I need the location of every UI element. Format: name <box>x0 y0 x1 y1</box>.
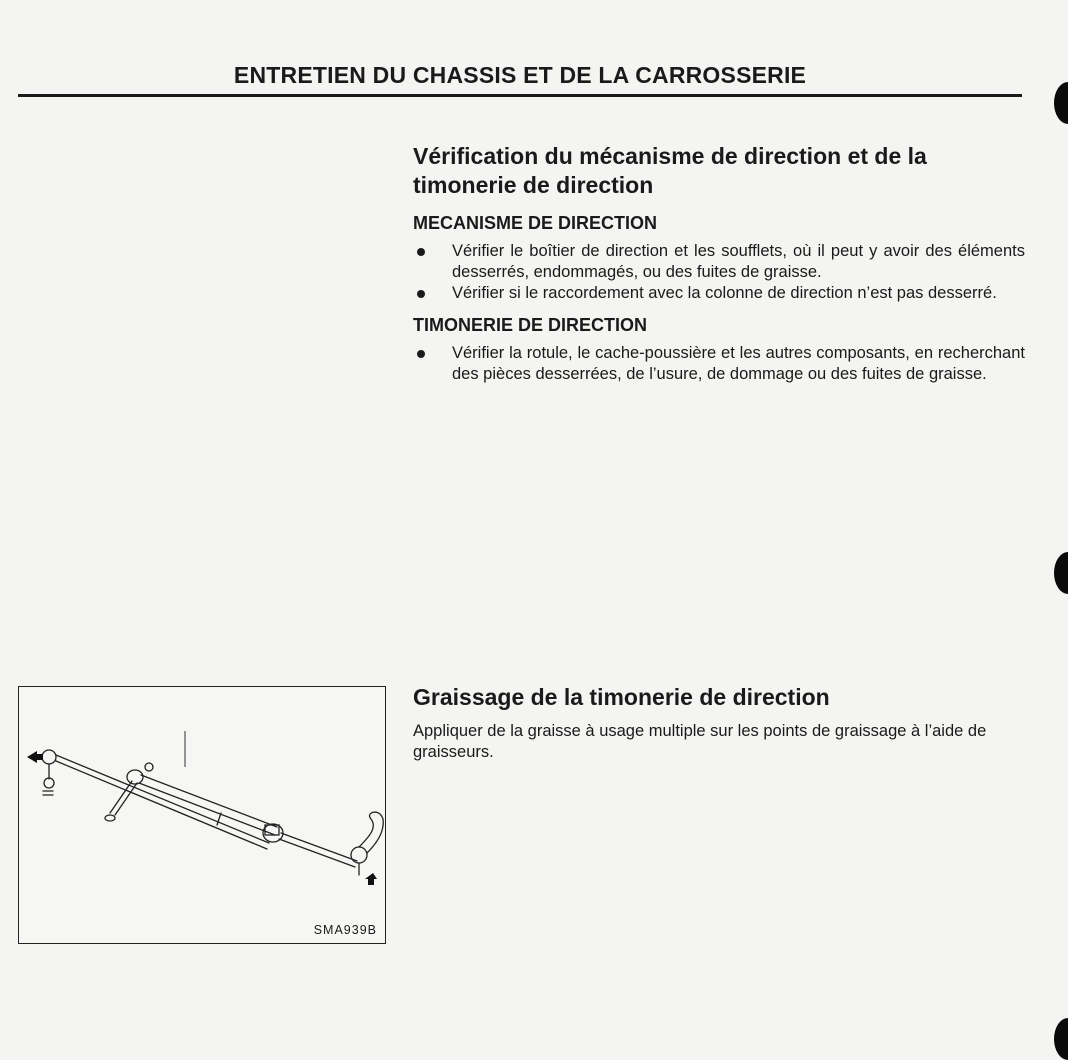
steering-linkage-drawing <box>19 687 385 943</box>
page-header <box>18 60 1022 97</box>
list-item: Vérifier la rotule, le cache-poussière et les autres composants, en recherchant des pièces desserrées, de l’usure, de dommage ou des fuites de graisse. <box>413 343 1025 385</box>
section-steering-check <box>413 142 1025 385</box>
list-item: Vérifier si le raccordement avec la colonne de direction n’est pas desserré. <box>413 283 1025 304</box>
binder-hole-bottom <box>1054 1018 1068 1060</box>
section-title-lubrication: Graissage de la timonerie de direction <box>413 684 830 710</box>
figure-label: SMA939B <box>313 923 377 937</box>
list-item: Vérifier le boîtier de direction et les soufflets, où il peut y avoir des éléments desserrés, endommagés, ou des fuites de graisse. <box>413 241 1025 283</box>
section-lubrication <box>413 683 1025 763</box>
bullet-list-steering-linkage <box>413 343 1025 385</box>
subsection-heading-steering-linkage: TIMONERIE DE DIRECTION <box>413 315 648 335</box>
lubrication-instructions: Appliquer de la graisse à usage multiple sur les points de graissage à l’aide de graisseurs. <box>413 722 987 761</box>
section-title-steering-check: Vérification du mécanisme de direction et de la timonerie de direction <box>413 143 927 198</box>
steering-linkage-figure <box>18 686 386 944</box>
subsection-heading-steering-gear: MECANISME DE DIRECTION <box>413 213 658 233</box>
binder-hole-top <box>1054 82 1068 124</box>
page-title: ENTRETIEN DU CHASSIS ET DE LA CARROSSERIE <box>233 62 807 88</box>
bullet-list-steering-gear <box>413 241 1025 304</box>
binder-hole-middle <box>1054 552 1068 594</box>
